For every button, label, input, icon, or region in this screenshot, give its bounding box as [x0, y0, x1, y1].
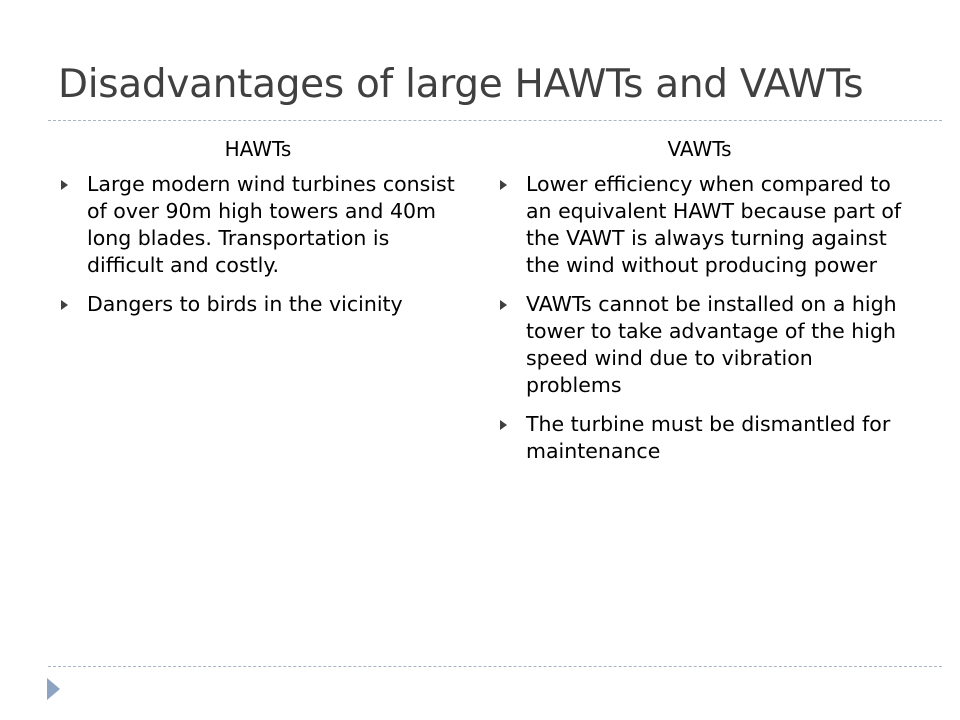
triangle-right-icon	[500, 180, 507, 190]
hawts-bullet-1	[58, 171, 458, 279]
triangle-right-icon	[61, 180, 68, 190]
bullet-text: Large modern wind turbines consist of over 90m high towers and 40m long blades. Transportation is difficult and costly.	[87, 172, 455, 277]
triangle-right-icon	[500, 420, 507, 430]
footer-triangle-icon	[47, 678, 60, 700]
hawts-heading: HAWTs	[224, 137, 292, 161]
vawts-heading: VAWTs	[667, 137, 732, 161]
bullet-text: VAWTs cannot be installed on a high tower to take advantage of the high speed wind due to vibration problems	[526, 292, 897, 397]
title-divider	[48, 120, 942, 121]
bullet-text: Lower efficiency when compared to an equivalent HAWT because part of the VAWT is always turning against the wind without producing power	[526, 172, 902, 277]
vawts-column	[497, 136, 902, 477]
triangle-right-icon	[61, 300, 68, 310]
hawts-column	[58, 136, 458, 330]
hawts-bullet-list	[58, 171, 458, 318]
vawts-bullet-3	[497, 411, 902, 465]
bullet-text: Dangers to birds in the vicinity	[87, 292, 403, 316]
vawts-bullet-2	[497, 291, 902, 399]
vawts-bullet-1	[497, 171, 902, 279]
hawts-bullet-2	[58, 291, 458, 318]
vawts-bullet-list	[497, 171, 902, 465]
footer-divider	[48, 666, 942, 667]
slide-title: Disadvantages of large HAWTs and VAWTs	[58, 62, 864, 107]
bullet-text: The turbine must be dismantled for maintenance	[526, 412, 891, 463]
triangle-right-icon	[500, 300, 507, 310]
